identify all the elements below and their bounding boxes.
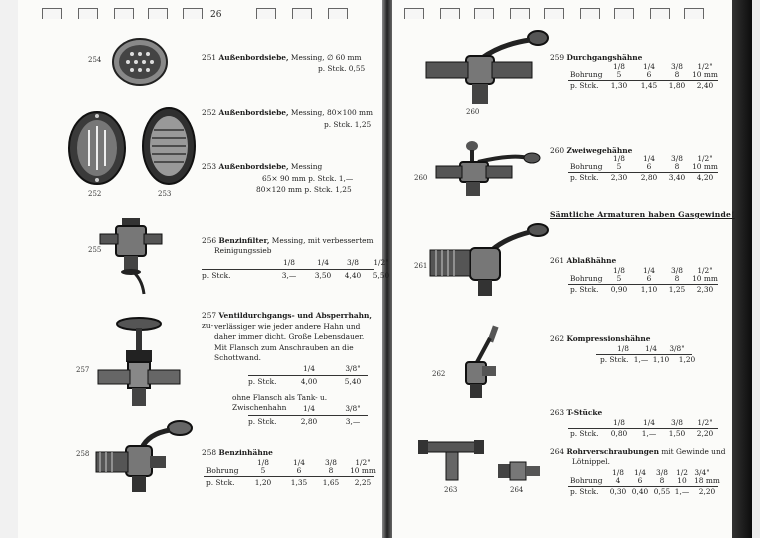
- price-row: p. Stck. 1,30 1,45 1,80 2,40: [570, 81, 714, 90]
- figure-number: 252: [88, 190, 102, 198]
- fuel-filter-illustration: [96, 214, 166, 298]
- entry-251: 251 Außenbordsiebe, Messing, ∅ 60 mm: [202, 53, 362, 62]
- two-way-tap-illustration: [432, 138, 552, 198]
- figure-number: 255: [88, 246, 102, 254]
- entry-263: 263 T-Stücke: [550, 408, 603, 417]
- price-252: p. Stck. 1,25: [324, 120, 372, 129]
- price-253-b: 80×120 mm p. Stck. 1,25: [256, 185, 352, 194]
- fuel-tap-illustration: [88, 418, 198, 498]
- price-row: p. Stck. 0,80 1,— 1,50 2,20: [570, 429, 714, 438]
- right-page: [392, 0, 735, 538]
- size-row: 1/8 1/4 3/8 1/2": [257, 458, 371, 467]
- size-row: 1/8 1/4 3/8": [617, 344, 685, 353]
- table-rule: [202, 269, 374, 270]
- figure-number: 262: [432, 370, 446, 378]
- left-page: [18, 0, 390, 538]
- left-tab-row: [18, 8, 382, 22]
- figure-number: 257: [76, 366, 90, 374]
- size-row: 1/4 3/8": [303, 404, 361, 413]
- price-253-a: 65× 90 mm p. Stck. 1,—: [262, 174, 354, 183]
- book-spine: [382, 0, 392, 538]
- shutoff-valve-illustration: [92, 314, 186, 412]
- price-row: p. Stck. 0,30 0,40 0,55 1,— 2,20: [570, 487, 716, 496]
- drain-tap-illustration: [426, 220, 552, 300]
- entry-257: 257 Ventildurchgangs- und Absperrhahn, zu-: [202, 311, 372, 331]
- price-row: p. Stck. 0,90 1,10 1,25 2,30: [570, 285, 714, 294]
- strainer-round-illustration: [110, 36, 170, 88]
- entry-259: 259 Durchgangshähne: [550, 53, 643, 62]
- figure-number: 260: [466, 108, 480, 116]
- entry-257-variant: ohne Flansch als Tank- u. Zwischenhahn: [232, 393, 328, 413]
- right-edge-shadow: [732, 0, 752, 538]
- entry-257-desc: verlässiger wie jeder andere Hahn und daher immer dicht. Große Lebensdauer. Mit Flansch zum Anschrauben an die Schottwand.: [214, 322, 365, 363]
- figure-number: 253: [158, 190, 172, 198]
- bore-row: Bohrung 4 6 8 10 18 mm: [570, 476, 720, 485]
- figure-number: 264: [510, 486, 524, 494]
- bore-row: Bohrung 5 6 8 10 mm: [570, 162, 718, 171]
- table-rule: [204, 476, 374, 477]
- size-row: 1/4 3/8": [303, 364, 361, 373]
- entry-256-line2: Reinigungssieb: [214, 246, 272, 255]
- t-piece-illustration: [416, 436, 486, 486]
- size-row: 1/8 1/4 3/8 1/2": [613, 266, 713, 275]
- thread-notice: Sämtliche Armaturen haben Gasgewinde!: [550, 210, 735, 219]
- entry-261: 261 Ablaßhähne: [550, 256, 617, 265]
- price-row: p. Stck. 3,— 3,50 4,40 5,50: [202, 271, 390, 280]
- entry-253: 253 Außenbordsiebe, Messing: [202, 162, 323, 171]
- price-row: p. Stck. 2,30 2,80 3,40 4,20: [570, 173, 714, 182]
- size-row: 1/8 1/4 3/8 1/2": [613, 154, 713, 163]
- price-row: p. Stck. 2,80 3,—: [248, 417, 361, 426]
- table-rule: [248, 375, 368, 376]
- entry-264: 264 Rohrverschraubungen mit Gewinde und: [550, 447, 726, 456]
- size-row: 1/8 1/4 3/8 1/2": [283, 258, 389, 267]
- through-tap-illustration: [412, 28, 552, 108]
- size-row: 1/8 1/4 3/8 1/2 3/4": [612, 468, 710, 477]
- price-251: p. Stck. 0,55: [318, 64, 366, 73]
- figure-number: 254: [88, 56, 102, 64]
- bore-row: Bohrung 5 6 8 10 mm: [570, 274, 718, 283]
- figure-number: 260: [414, 174, 428, 182]
- left-margin: [0, 0, 18, 538]
- compression-tap-illustration: [452, 324, 512, 404]
- strainer-hood-illustration: [140, 104, 198, 188]
- entry-264-line2: Lötnippel.: [572, 457, 610, 466]
- page-number: 26: [210, 10, 222, 20]
- strainer-oval-illustration: [66, 108, 128, 188]
- bore-row: Bohrung 5 6 8 10 mm: [206, 466, 376, 475]
- figure-number: 258: [76, 450, 90, 458]
- entry-252: 252 Außenbordsiebe, Messing, 80×100 mm: [202, 108, 374, 117]
- size-row: 1/8 1/4 3/8 1/2": [613, 62, 713, 71]
- size-row: 1/8 1/4 3/8 1/2": [613, 418, 713, 427]
- figure-number: 261: [414, 262, 428, 270]
- price-row: p. Stck. 1,20 1,35 1,65 2,25: [206, 478, 372, 487]
- entry-258: 258 Benzinhähne: [202, 448, 273, 457]
- right-tab-row: [392, 8, 732, 22]
- entry-260: 260 Zweiwegehähne: [550, 146, 633, 155]
- table-rule: [248, 415, 368, 416]
- price-row: p. Stck. 4,00 5,40: [248, 377, 362, 386]
- pipe-union-illustration: [496, 458, 542, 484]
- entry-262: 262 Kompressionshähne: [550, 334, 651, 343]
- figure-number: 263: [444, 486, 458, 494]
- entry-256: 256 Benzinfilter, Messing, mit verbessertem: [202, 236, 374, 245]
- bore-row: Bohrung 5 6 8 10 mm: [570, 70, 718, 79]
- price-row: p. Stck. 1,— 1,10 1,20: [600, 355, 696, 364]
